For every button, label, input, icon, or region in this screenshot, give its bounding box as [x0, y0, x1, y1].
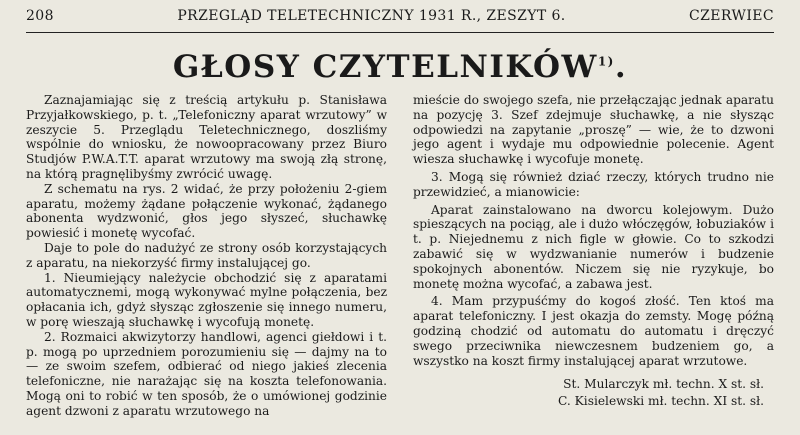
running-header [26, 0, 774, 33]
signature-block [413, 376, 774, 410]
paragraph: Daje to pole do nadużyć ze strony osób korzystających z aparatu, na niekorzyść firmy instalującej go. [26, 240, 387, 270]
paragraph: Zaznajamiając się z treścią artykułu p. Stanisława Przyjałkowskiego, p. t. „Telefoniczny aparat wrzutowy” w zeszycie 5. Przeglądu Teletechnicznego, doszliśmy wspólnie do wniosku, że nowoopracowany przez Biuro Studjów P.W.A.T.T. aparat wrzutowy ma swoją złą stronę, na którą pragnęlibyśmy zwrócić uwagę. [26, 93, 387, 181]
article-title: GŁOSY CZYTELNIKÓW$^{1)}$. [172, 49, 628, 85]
right-column [413, 93, 774, 419]
article-body [26, 93, 774, 419]
page-number: 208 [26, 8, 54, 24]
paragraph: mieście do swojego szefa, nie przełączając jednak aparatu na pozycję 3. Szef zdejmuje słuchawkę, a nie słysząc odpowiedzi na zapytanie „proszę” — wie, że to dzwoni jego agent i wydaje mu odpowiednie polecenie. Agent wiesza słuchawkę i wycofuje monetę. [413, 93, 774, 167]
footnote-mark: 1) [597, 54, 615, 69]
publication-title: PRZEGLĄD TELETECHNICZNY 1931 R., ZESZYT 6. [177, 8, 566, 24]
paragraph: Z schematu na rys. 2 widać, że przy położeniu 2-giem aparatu, możemy żądane połączenie wykonać, żądanego abonenta wydzwonić, głos jego słyszeć, słuchawkę powiesić i monetę wycofać. [26, 181, 387, 241]
paragraph: Aparat zainstalowano na dworcu kolejowym. Dużo spieszących na pociąg, ale i dużo włóczęgów, łobuziaków i t. p. Niejednemu z nich figle w głowie. Co to szkodzi zabawić się w wydzwanianie numerów i budzenie spokojnych abonentów. Niczem się nie ryzykuje, bo monetę można wycofać, a zabawa jest. [413, 202, 774, 291]
left-column [26, 93, 387, 419]
paragraph: 1. Nieumiejący należycie obchodzić się z aparatami automatycznemi, mogą wykonywać mylne połączenia, bez opłacania ich, gdyż słysząc zgłoszenie się innego numeru, w porę wieszają słuchawkę i wycofują monetę. [26, 270, 387, 329]
article-title-text: GŁOSY CZYTELNIKÓW [172, 49, 598, 85]
paragraph: 3. Mogą się również dziać rzeczy, których trudno nie przewidzieć, a mianowicie: [413, 169, 774, 199]
paragraph: 2. Rozmaici akwizytorzy handlowi, agenci giełdowi i t. p. mogą po uprzedniem porozumieniu się — dajmy na to — ze swoim szefem, odbierać od niego jakieś zlecenia telefoniczne, nie narażając się na koszta telefonowania. Mogą oni to robić w ten sposób, że o umówionej godzinie agent dzwoni z aparatu wrzutowego na [26, 329, 387, 418]
issue-month: CZERWIEC [689, 8, 774, 24]
paragraph: 4. Mam przypuśćmy do kogoś złość. Ten ktoś ma aparat telefoniczny. I jest okazja do zemsty. Mogę późną godziną chodzić od automatu do automatu i dręczyć swego przeciwnika niewczesnem budzeniem go, a wszystko na koszt firmy instalującej aparat wrzutowe. [413, 294, 774, 368]
signature: St. Mularczyk mł. techn. X st. sł. [563, 377, 764, 392]
signature: C. Kisielewski mł. techn. XI st. sł. [558, 394, 764, 409]
